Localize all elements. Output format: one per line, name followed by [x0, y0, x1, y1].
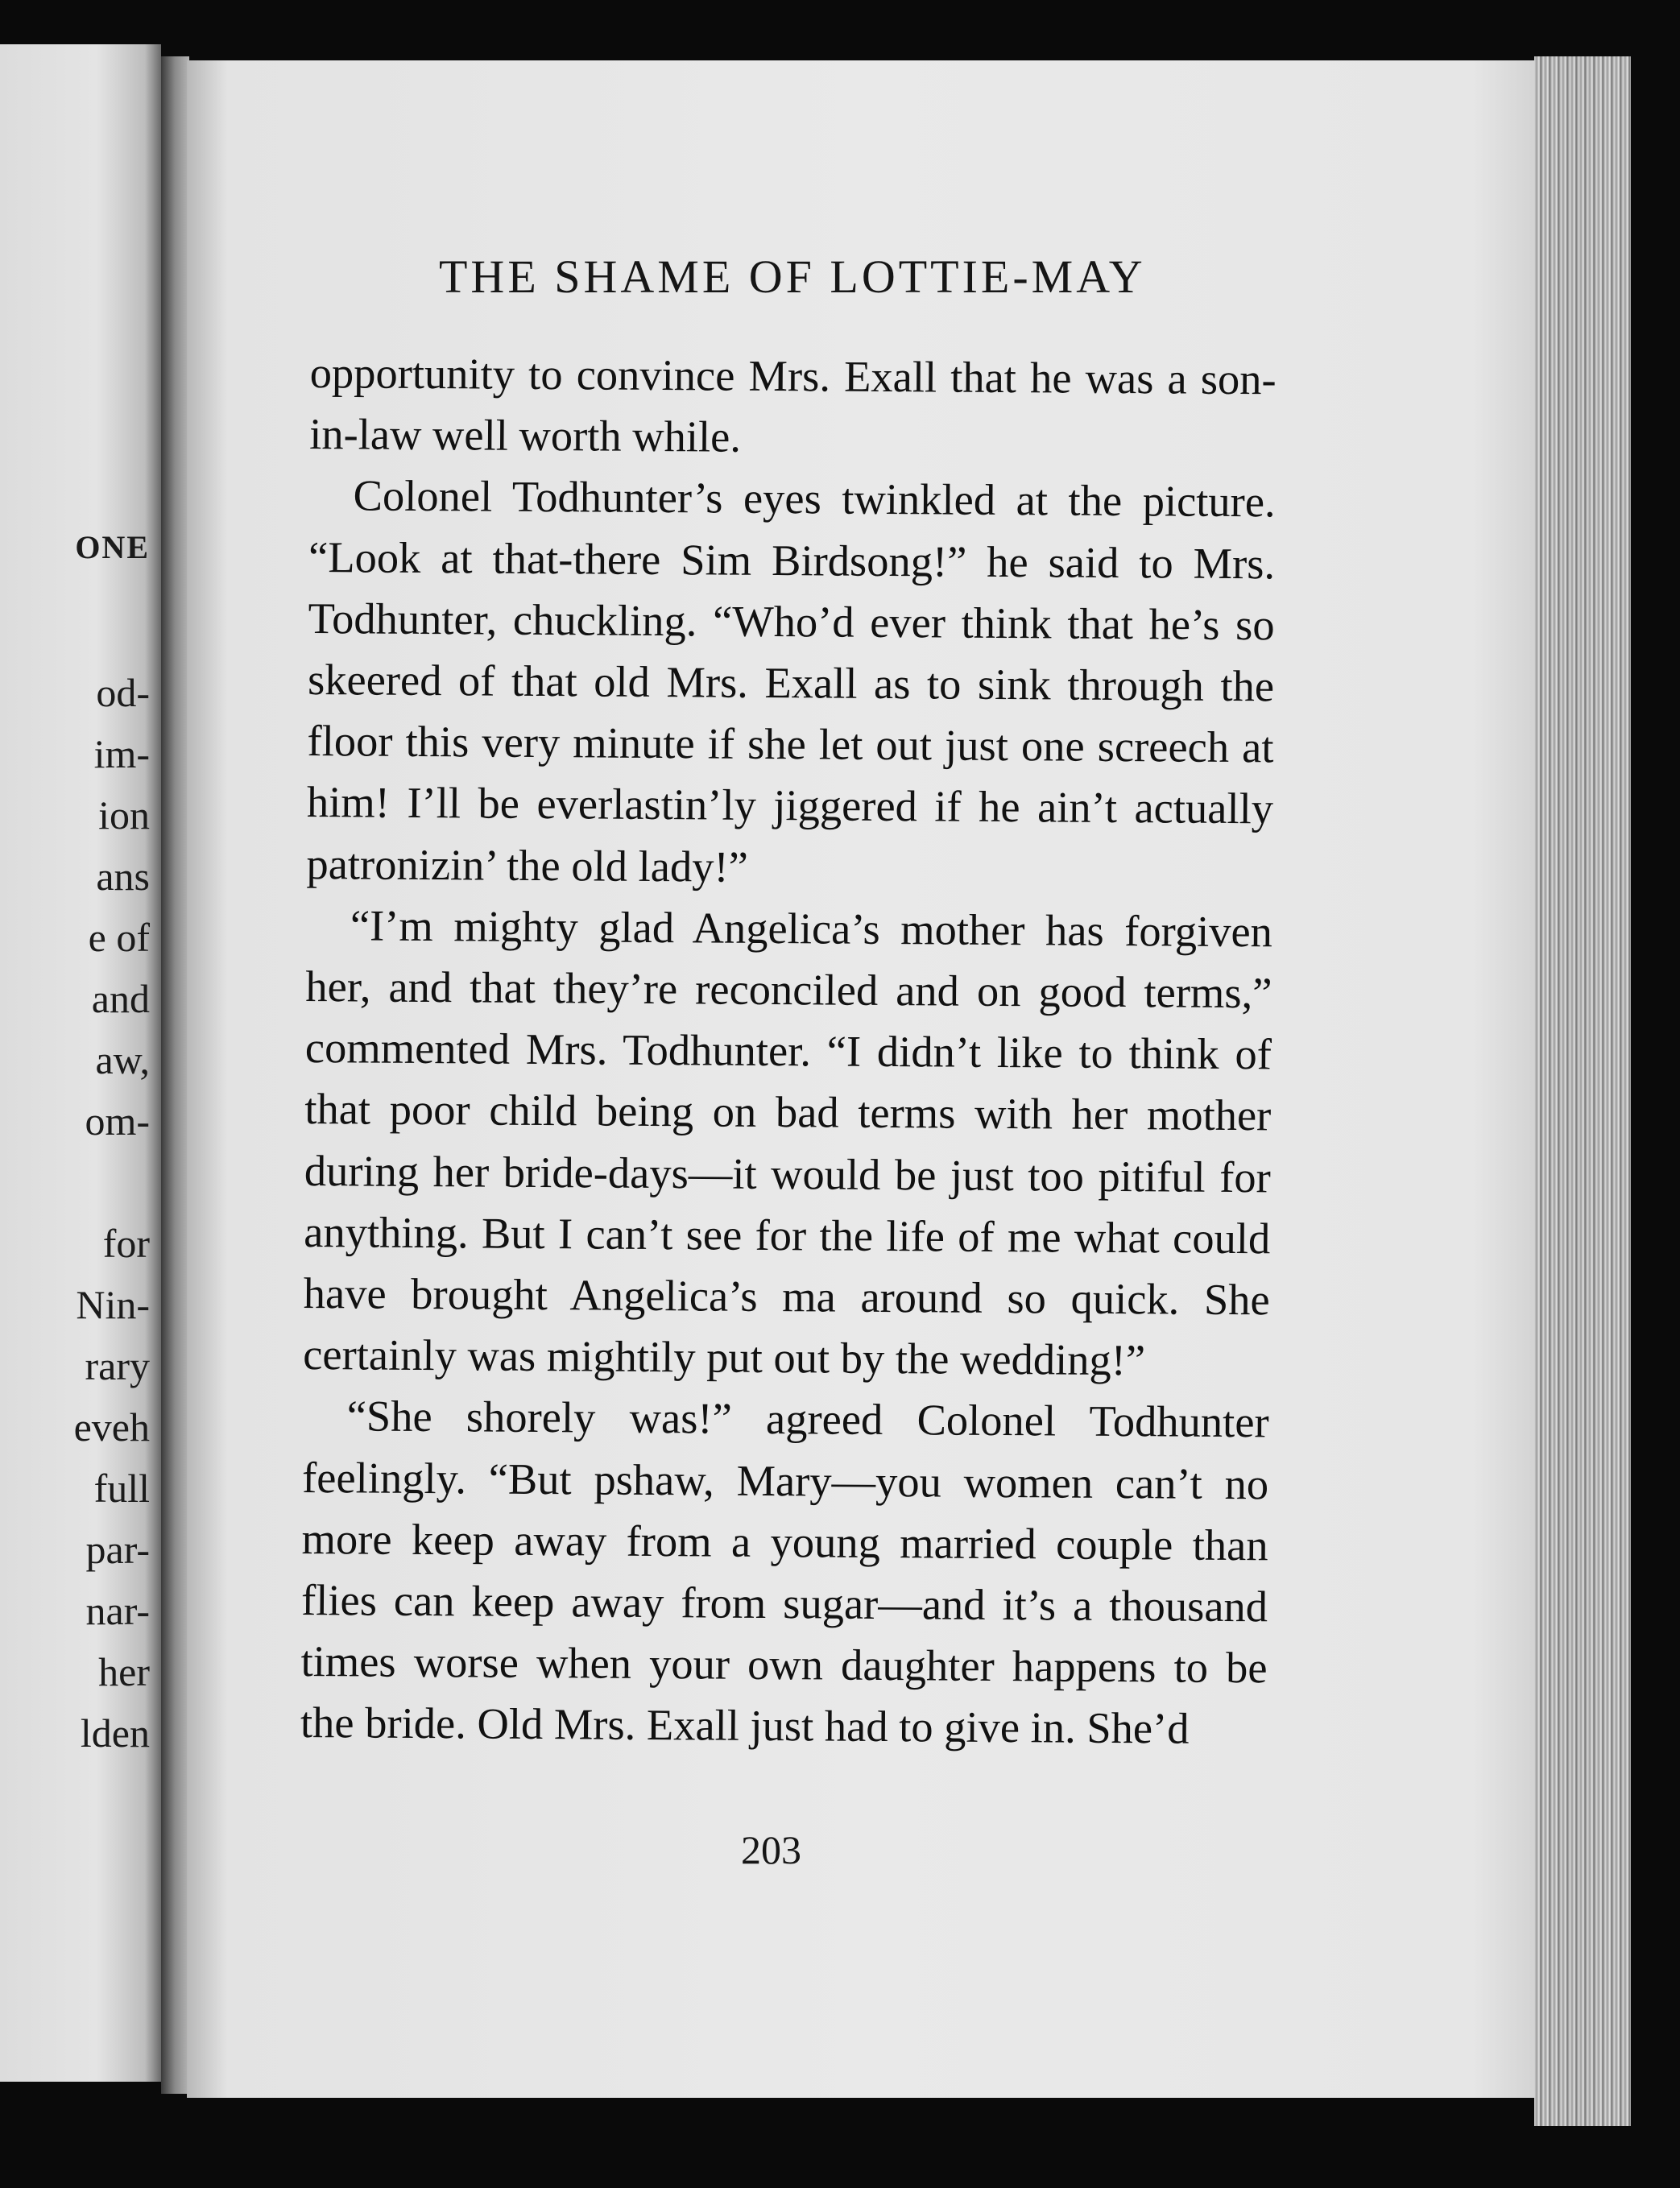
- paragraph: “She shorely was!” agreed Colonel Todhunter feelingly. “But pshaw, Mary—you women can’t no more keep away from a young married couple than flies can keep away from sugar—and it’s a thousand times worse when your own daughter happens to be the bride. Old Mrs. Exall just had to give in. She’d: [300, 1391, 1269, 1754]
- left-page-fragment: and: [91, 976, 150, 1021]
- running-head: THE SHAME OF LOTTIE-MAY: [439, 250, 1146, 303]
- left-page-fragment: nar-: [85, 1588, 150, 1633]
- left-page-fragment: ans: [96, 854, 150, 899]
- left-page-fragment: full: [93, 1466, 150, 1511]
- paragraph: opportunity to convince Mrs. Exall that he was a son-in-law well worth while.: [308, 347, 1277, 461]
- left-page-fragment: eveh: [73, 1404, 150, 1450]
- left-page-fragment: ion: [98, 792, 150, 838]
- left-page-fragment: par-: [85, 1527, 150, 1572]
- paragraph: “I’m mighty glad Angelica’s mother has forgiven her, and that they’re reconciled and on good terms,” commented Mrs. Todhunter. “I didn’t like to think of that poor child being on bad terms with her mother during her bride-days—it would be just too pitiful for anything. But I can’t see for the life of me what could have brought Angelica’s ma around so quick. She certainly was mightily put out by the wedding!”: [303, 900, 1273, 1385]
- paragraph: Colonel Todhunter’s eyes twinkled at the picture. “Look at that-there Sim Birdsong!” he said to Mrs. Todhunter, chuckling. “Who’d ever think that he’s so skeered of that old Mrs. Exall as to sink through the floor this very minute if she let out just one screech at him! I’ll be everlastin’ly jiggered if he ain’t actually patronizin’ the old lady!”: [306, 470, 1276, 891]
- body-text: [300, 342, 1277, 1760]
- left-page-fragment: od-: [96, 670, 150, 715]
- left-page-fragment: om-: [85, 1098, 150, 1144]
- left-page-fragment: her: [98, 1649, 150, 1694]
- page-number: 203: [741, 1827, 801, 1872]
- left-page-fragment: for: [102, 1221, 150, 1266]
- left-page-fragment: Nin-: [76, 1282, 150, 1327]
- left-page-fragment: ONE: [75, 529, 150, 565]
- left-page-fragment: aw,: [95, 1037, 150, 1082]
- left-page: [0, 44, 161, 2082]
- left-page-fragment: rary: [85, 1343, 150, 1388]
- book-gutter: [161, 56, 189, 2094]
- left-page-fragment: lden: [80, 1710, 150, 1756]
- left-page-fragment: e of: [88, 915, 150, 960]
- page-edges: [1534, 56, 1631, 2126]
- left-page-fragment: im-: [93, 731, 150, 776]
